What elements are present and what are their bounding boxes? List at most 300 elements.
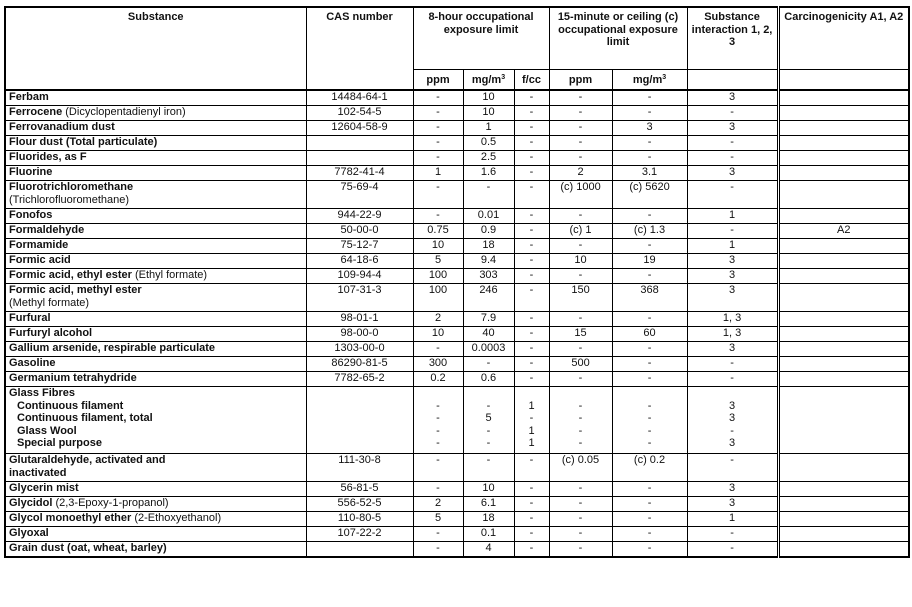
substance-name-cell [5,90,306,106]
cell-ppm: 0.2 [413,372,463,387]
table-row [5,454,909,482]
cell-ppm: - [413,90,463,106]
cell-ppm15: - [549,151,612,166]
table-row [5,512,909,527]
cell-mgm3-15: - [612,482,687,497]
cell-interaction: - [687,224,778,239]
substance-name: Ferrovanadium dust [9,121,115,133]
cell-cas: 98-00-0 [306,327,413,342]
substance-name: Glutaraldehyde, activated and inactivated [9,454,166,479]
substance-subitem: Continuous filament [17,399,124,412]
cell-cas: 7782-65-2 [306,372,413,387]
substance-name-cell [5,357,306,372]
cell-fcc: - [514,254,549,269]
cell-mgm3: - [463,181,514,209]
cell-cas: 102-54-5 [306,106,413,121]
cell-interaction: 3 [687,90,778,106]
substance-name: Formic acid [9,254,71,266]
cell-ppm15: - [549,527,612,542]
cell-ppm: - [413,527,463,542]
cell-carc [778,136,909,151]
cell-ppm: - [413,542,463,558]
subitem-value: 3 [728,437,736,449]
subitem-value: - [486,399,491,412]
cell-ppm15: (c) 1 [549,224,612,239]
subitem-value: - [436,412,440,424]
cell-ppm: - [413,482,463,497]
substance-alt-name: (2-Ethoxyethanol) [134,512,222,524]
subitem-value: 1 [528,399,535,412]
cell-mgm3: 0.5 [463,136,514,151]
substance-name: Furfural [9,312,51,324]
cell-interaction: 1 [687,239,778,254]
cell-ppm15: - [549,106,612,121]
substance-name-cell [5,342,306,357]
header-carcinogenicity: Carcinogenicity A1, A2 [778,7,909,70]
subitem-value: - [436,399,440,412]
substance-name: Glycerin mist [9,482,79,494]
cell-fcc: - [514,239,549,254]
table-row [5,181,909,209]
cell-interaction: - [687,136,778,151]
cell-fcc: - [514,372,549,387]
substance-name-cell [5,327,306,342]
cell-carc [778,312,909,327]
cell-interaction: - [687,527,778,542]
table-row [5,239,909,254]
cell-fcc: - [514,284,549,312]
substance-subitem: Continuous filament, total [17,412,153,424]
cell-mgm3-15: (c) 0.2 [612,454,687,482]
subitem-value: 3 [728,399,736,412]
cell-ppm15: (c) 1000 [549,181,612,209]
cell-interaction: - [687,542,778,558]
cell-mgm3-15: (c) 1.3 [612,224,687,239]
cell-ppm15: 2 [549,166,612,181]
table-row [5,136,909,151]
cell-carc [778,151,909,166]
substance-name: Formic acid, methyl ester [9,284,142,296]
cell-mgm3: 303 [463,269,514,284]
cell-fcc: - [514,209,549,224]
cell-carc [778,166,909,181]
table-row [5,342,909,357]
table-row [5,269,909,284]
cell-fcc: - [514,357,549,372]
cell-fcc: - [514,512,549,527]
table-row [5,106,909,121]
subitem-value: - [578,412,583,424]
cell-ppm: - [413,181,463,209]
cell-ppm15: 15 [549,327,612,342]
cell-ppm: 1 [413,166,463,181]
cell-ppm15: - [549,497,612,512]
cell-ppm15 [549,387,612,454]
substance-name-cell [5,312,306,327]
cell-cas: 944-22-9 [306,209,413,224]
cell-fcc: - [514,327,549,342]
cell-mgm3-15: 3 [612,121,687,136]
cell-mgm3: 4 [463,542,514,558]
cell-cas: 14484-64-1 [306,90,413,106]
cell-interaction [687,387,778,454]
cell-interaction: - [687,372,778,387]
header-8hour-oel: 8-hour occupational exposure limit [413,7,549,70]
table-row-glass-fibres [5,387,909,454]
substance-name-cell [5,542,306,558]
cell-ppm15: - [549,209,612,224]
cell-ppm: - [413,106,463,121]
unit-mgm3: $mg/m^3$ [463,70,514,91]
table-row [5,482,909,497]
cell-mgm3-15: - [612,527,687,542]
substance-name-cell [5,497,306,512]
cell-mgm3 [463,387,514,454]
subitem-value: - [529,412,534,424]
cell-carc [778,387,909,454]
cell-mgm3: 246 [463,284,514,312]
cell-ppm: - [413,136,463,151]
cell-carc [778,209,909,224]
cell-carc [778,342,909,357]
unit-ppm-15min: ppm [549,70,612,91]
table-row [5,357,909,372]
cell-cas: 64-18-6 [306,254,413,269]
cell-cas: 56-81-5 [306,482,413,497]
cell-mgm3: 0.6 [463,372,514,387]
subitem-value: - [730,424,734,437]
cell-carc [778,90,909,106]
table-row [5,121,909,136]
substance-name: Ferbam [9,91,49,103]
cell-mgm3-15 [612,387,687,454]
substance-name-cell [5,387,306,454]
cell-interaction: 3 [687,121,778,136]
cell-interaction: - [687,181,778,209]
substance-name-cell [5,512,306,527]
cell-mgm3-15: - [612,209,687,224]
table-row [5,209,909,224]
table-row [5,166,909,181]
cell-carc [778,482,909,497]
cell-cas: 86290-81-5 [306,357,413,372]
cell-mgm3-15: - [612,136,687,151]
cell-mgm3-15: - [612,151,687,166]
cell-cas: 75-12-7 [306,239,413,254]
substance-name-cell [5,121,306,136]
cell-ppm: 10 [413,327,463,342]
substance-name-cell [5,482,306,497]
cell-interaction: 1 [687,209,778,224]
cell-ppm15: - [549,482,612,497]
substance-name-cell [5,284,306,312]
cell-interaction: - [687,151,778,166]
header-substance-interaction: Substance interaction 1, 2, 3 [687,7,778,70]
cell-mgm3-15: - [612,542,687,558]
substance-name: Formamide [9,239,69,251]
cell-cas: 75-69-4 [306,181,413,209]
cell-mgm3-15: - [612,357,687,372]
cell-ppm: 0.75 [413,224,463,239]
substance-name-cell [5,254,306,269]
cell-interaction: - [687,454,778,482]
substance-name-cell [5,209,306,224]
cell-mgm3: 10 [463,90,514,106]
cell-carc [778,542,909,558]
cell-cas [306,136,413,151]
header-15minute-oel: 15-minute or ceiling (c) occupational exposure limit [549,7,687,70]
table-row [5,312,909,327]
subitem-value: - [647,437,652,449]
cell-fcc: - [514,497,549,512]
substance-name: Formaldehyde [9,224,85,236]
cell-carc [778,269,909,284]
cell-ppm15: - [549,342,612,357]
table-row [5,284,909,312]
cell-mgm3: 7.9 [463,312,514,327]
table-row [5,90,909,106]
cell-ppm: 300 [413,357,463,372]
unit-mgm3-15min: $mg/m^3$ [612,70,687,91]
cell-interaction: - [687,357,778,372]
substance-name-cell [5,106,306,121]
substance-name: Gasoline [9,357,56,369]
cell-ppm15: 500 [549,357,612,372]
substance-name: Flour dust (Total particulate) [9,136,158,148]
cell-mgm3-15: - [612,372,687,387]
table-body [5,90,909,557]
substance-name: Glycol monoethyl ether [9,512,132,524]
cell-mgm3-15: - [612,239,687,254]
cell-interaction: 3 [687,284,778,312]
cell-fcc: - [514,151,549,166]
cell-ppm15: 10 [549,254,612,269]
cell-ppm15: - [549,136,612,151]
cell-interaction: 3 [687,342,778,357]
cell-ppm15: - [549,512,612,527]
cell-fcc: - [514,454,549,482]
cell-cas: 556-52-5 [306,497,413,512]
cell-mgm3: 10 [463,482,514,497]
substance-name: Gallium arsenide, respirable particulate [9,342,216,354]
subitem-value: - [436,437,440,449]
substance-alt-name: (2,3-Epoxy-1-propanol) [55,497,169,509]
cell-mgm3: 0.01 [463,209,514,224]
cell-ppm: - [413,454,463,482]
substance-alt-name: (Methyl formate) [9,296,90,309]
table-row [5,527,909,542]
cell-carc [778,327,909,342]
cell-cas: 107-31-3 [306,284,413,312]
cell-fcc: - [514,269,549,284]
cell-cas: 111-30-8 [306,454,413,482]
substance-name-cell [5,151,306,166]
subitem-value: - [578,399,583,412]
cell-fcc: - [514,106,549,121]
cell-ppm: 5 [413,254,463,269]
cell-fcc: - [514,527,549,542]
substance-name-cell [5,166,306,181]
substance-name: Formic acid, ethyl ester [9,269,132,281]
cell-ppm: 10 [413,239,463,254]
cell-mgm3-15: - [612,269,687,284]
cell-cas: 50-00-0 [306,224,413,239]
cell-ppm15: - [549,542,612,558]
cell-mgm3-15: 60 [612,327,687,342]
cell-mgm3: 1.6 [463,166,514,181]
cell-carc [778,497,909,512]
cell-mgm3: 2.5 [463,151,514,166]
cell-ppm15: - [549,90,612,106]
cell-mgm3: - [463,454,514,482]
substance-name: Fluorotrichloromethane [9,181,134,193]
table-row [5,224,909,239]
table-row [5,372,909,387]
subitem-value: - [436,424,440,437]
table-row [5,254,909,269]
cell-fcc: - [514,121,549,136]
subitem-value: 5 [485,412,492,424]
cell-ppm: 5 [413,512,463,527]
substance-name: Fonofos [9,209,53,221]
cell-ppm15: - [549,239,612,254]
cell-cas [306,542,413,558]
cell-carc [778,372,909,387]
cell-ppm: 2 [413,312,463,327]
cell-fcc: - [514,542,549,558]
cell-cas: 107-22-2 [306,527,413,542]
cell-mgm3-15: 3.1 [612,166,687,181]
cell-cas: 110-80-5 [306,512,413,527]
cell-cas: 98-01-1 [306,312,413,327]
cell-mgm3-15: - [612,312,687,327]
unit-fcc: f/cc [514,70,549,91]
cell-cas [306,387,413,454]
cell-mgm3-15: - [612,342,687,357]
subitem-value: - [647,424,652,437]
cell-ppm15: - [549,312,612,327]
cell-cas [306,151,413,166]
cell-mgm3: 40 [463,327,514,342]
cell-carc [778,121,909,136]
substance-name: Furfuryl alcohol [9,327,93,339]
cell-ppm: 2 [413,497,463,512]
cell-cas: 109-94-4 [306,269,413,284]
cell-carc [778,454,909,482]
subitem-value: - [578,437,583,449]
substance-name: Grain dust (oat, wheat, barley) [9,542,167,554]
cell-interaction: 1 [687,512,778,527]
cell-mgm3: 18 [463,239,514,254]
substance-name-cell [5,372,306,387]
cell-ppm15: - [549,269,612,284]
cell-mgm3-15: 368 [612,284,687,312]
cell-ppm15: (c) 0.05 [549,454,612,482]
table-row [5,327,909,342]
cell-mgm3: 0.1 [463,527,514,542]
cell-ppm: 100 [413,284,463,312]
cell-interaction: 3 [687,254,778,269]
cell-ppm15: - [549,121,612,136]
cell-fcc [514,387,549,454]
cell-mgm3: 9.4 [463,254,514,269]
substance-name-cell [5,136,306,151]
cell-mgm3-15: (c) 5620 [612,181,687,209]
subitem-value: - [578,424,583,437]
cell-cas: 1303-00-0 [306,342,413,357]
cell-mgm3-15: 19 [612,254,687,269]
subitem-value: 1 [528,424,535,437]
cell-carc [778,527,909,542]
cell-fcc: - [514,312,549,327]
cell-interaction: - [687,106,778,121]
cell-mgm3: 0.0003 [463,342,514,357]
occupational-exposure-limits-table [4,6,910,558]
cell-carc [778,512,909,527]
cell-cas: 12604-58-9 [306,121,413,136]
cell-ppm: - [413,342,463,357]
substance-name: Fluorine [9,166,53,178]
subitem-value: - [486,437,491,449]
cell-cas: 7782-41-4 [306,166,413,181]
table-row [5,542,909,558]
substance-name: Germanium tetrahydride [9,372,137,384]
cell-mgm3: 1 [463,121,514,136]
header-substance: Substance [5,7,306,90]
substance-name-cell [5,269,306,284]
cell-fcc: - [514,166,549,181]
subitem-value: 1 [528,437,535,449]
substance-name: Glyoxal [9,527,49,539]
cell-fcc: - [514,482,549,497]
table-row [5,497,909,512]
unit-carcinogenicity-blank [778,70,909,91]
cell-interaction: 3 [687,166,778,181]
subitem-value: - [486,424,491,437]
cell-ppm: - [413,151,463,166]
cell-mgm3-15: - [612,512,687,527]
header-cas-number: CAS number [306,7,413,90]
cell-carc [778,254,909,269]
cell-interaction: 3 [687,269,778,284]
substance-name: Ferrocene [9,106,63,118]
subitem-value: - [647,399,652,412]
cell-mgm3-15: - [612,106,687,121]
unit-ppm: ppm [413,70,463,91]
cell-interaction: 3 [687,482,778,497]
cell-ppm: - [413,121,463,136]
cell-ppm: 100 [413,269,463,284]
cell-carc [778,357,909,372]
cell-carc [778,106,909,121]
cell-mgm3: 18 [463,512,514,527]
cell-fcc: - [514,224,549,239]
substance-name-cell [5,181,306,209]
substance-subitem: Special purpose [17,437,102,449]
cell-carc [778,284,909,312]
cell-ppm15: 150 [549,284,612,312]
substance-name-cell [5,527,306,542]
cell-interaction: 1, 3 [687,312,778,327]
substance-name: Glycidol [9,497,53,509]
cell-ppm: - [413,209,463,224]
substance-name: Fluorides, as F [9,151,87,163]
cell-ppm15: - [549,372,612,387]
cell-carc [778,239,909,254]
cell-fcc: - [514,342,549,357]
cell-mgm3: - [463,357,514,372]
substance-alt-name: (Trichlorofluoromethane) [9,193,130,206]
